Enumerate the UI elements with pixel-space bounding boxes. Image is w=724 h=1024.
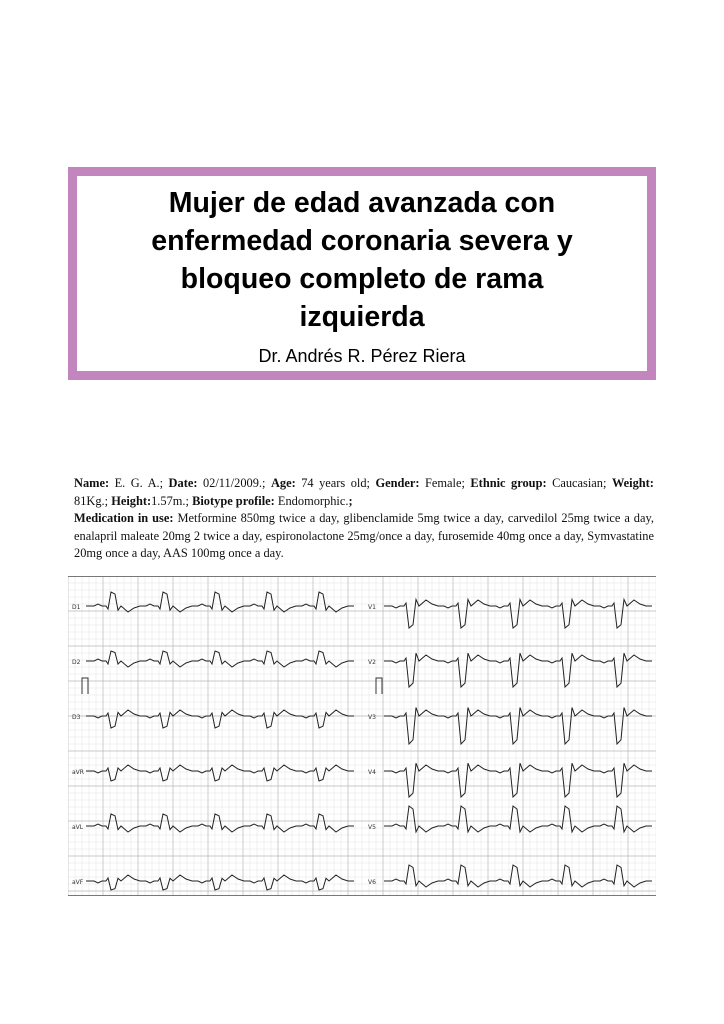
ecg-svg: [68, 576, 656, 896]
biotype-value: Endomorphic.: [277, 493, 349, 508]
title-line-3: bloqueo completo de rama: [180, 263, 544, 295]
author: Dr. Andrés R. Pérez Riera: [258, 346, 466, 366]
ethnic-label: Ethnic group:: [470, 476, 547, 490]
lead-label-avl: aVL: [72, 824, 84, 831]
title-line-4: izquierda: [299, 301, 425, 333]
date-label: Date:: [168, 476, 198, 490]
weight-label: Weight:: [611, 476, 654, 490]
title-box: [68, 167, 656, 380]
weight-value: 81Kg.;: [74, 493, 109, 508]
patient-info: [74, 475, 654, 563]
biotype-label: Biotype profile:: [192, 493, 275, 508]
height-value: 1.57m.;: [151, 493, 189, 508]
lead-label-v1: V1: [368, 604, 376, 611]
gender-label: Gender:: [375, 476, 420, 490]
lead-label-v2: V2: [368, 659, 376, 666]
date-value: 02/11/2009.;: [202, 476, 266, 490]
lead-label-avf: aVF: [72, 879, 84, 886]
title-line-2: enfermedad coronaria severa y: [151, 225, 573, 257]
ecg-tracing: [68, 576, 656, 896]
name-value: E. G. A.;: [114, 476, 164, 490]
age-value: 74 years old;: [301, 476, 370, 490]
name-label: Name:: [74, 476, 110, 490]
medication-label: Medication in use:: [74, 511, 174, 525]
medication-value: Metformine 850mg twice a day, glibenclamide 5mg twice a day, carvedilol 25mg twice a day, enalapril maleate 20mg 2 twice a day, espironolactone 25mg/once a day, furosemide 40mg once a day, Symvastatine 20mg once a day, AAS 100mg once a day.: [74, 511, 654, 560]
lead-label-d1: D1: [72, 604, 81, 611]
page-title: [91, 184, 633, 336]
age-label: Age:: [270, 476, 296, 490]
height-label: Height:: [111, 493, 152, 508]
lead-label-avr: aVR: [72, 769, 84, 776]
lead-label-v6: V6: [368, 879, 376, 886]
gender-value: Female;: [425, 476, 465, 490]
title-line-1: Mujer de edad avanzada con: [168, 187, 556, 219]
lead-label-d3: D3: [72, 714, 81, 721]
lead-label-v3: V3: [368, 714, 376, 721]
lead-label-v4: V4: [368, 769, 376, 776]
lead-label-d2: D2: [72, 659, 81, 666]
lead-label-v5: V5: [368, 824, 376, 831]
ethnic-value: Caucasian;: [552, 476, 607, 490]
biotype-end: ;: [348, 493, 353, 508]
